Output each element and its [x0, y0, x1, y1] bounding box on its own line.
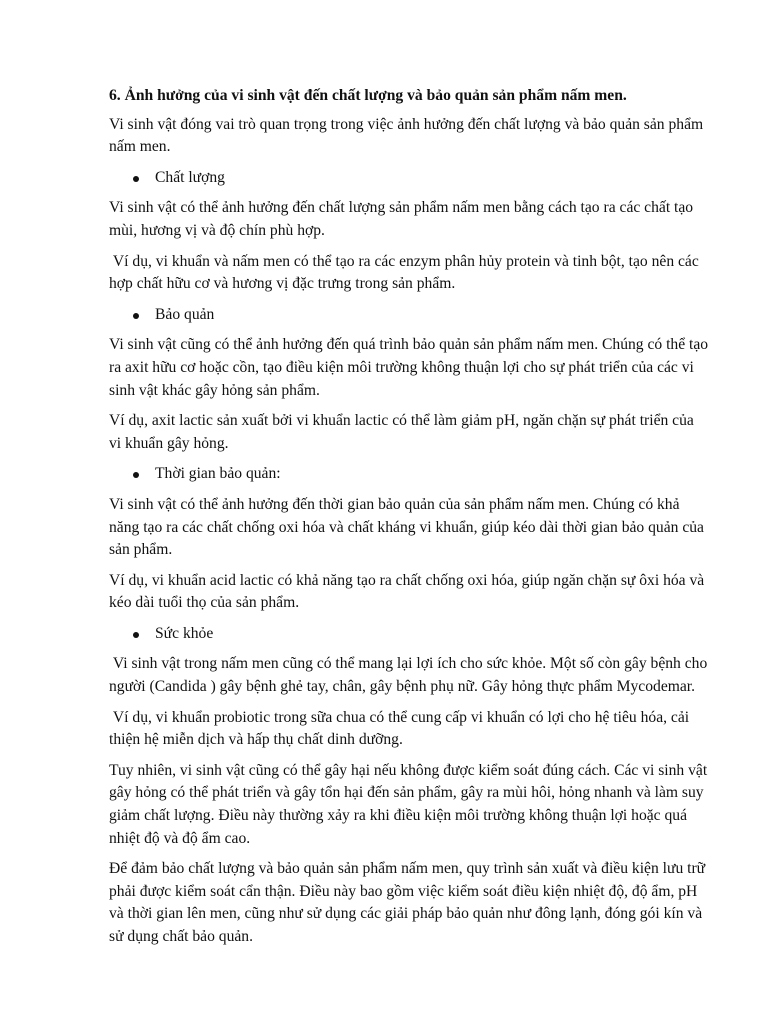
bullet-bao-quan: [109, 304, 709, 327]
paragraph: Tuy nhiên, vi sinh vật cũng có thể gây hại nếu không được kiểm soát đúng cách. Các vi sinh vật gây hỏng có thể phát triển và gây tổn hại đến sản phẩm, gây ra mùi hôi, hỏng nhanh và làm suy giảm chất lượng. Điều này thường xảy ra khi điều kiện môi trường không thuận lợi hoặc quá nhiệt độ và độ ẩm cao.: [109, 761, 708, 847]
bullet-thoi-gian-bao-quan: [109, 463, 709, 486]
bullet-label: Sức khỏe: [155, 624, 214, 642]
paragraph: Vi sinh vật có thể ảnh hưởng đến chất lượng sản phẩm nấm men bằng cách tạo ra các chất tạo mùi, hương vị và độ chín phù hợp.: [109, 199, 694, 239]
paragraph: Vi sinh vật cũng có thể ảnh hưởng đến quá trình bảo quản sản phẩm nấm men. Chúng có thể tạo ra axit hữu cơ hoặc cồn, tạo điều kiện môi trường không thuận lợi cho sự phát triển của các vi sinh vật khác gây hỏng sản phẩm.: [109, 336, 709, 399]
paragraph: Ví dụ, vi khuẩn acid lactic có khả năng tạo ra chất chống oxi hóa, giúp ngăn chặn sự ôxi hóa và kéo dài tuổi thọ của sản phẩm.: [109, 571, 705, 612]
paragraph: Vi sinh vật có thể ảnh hưởng đến thời gian bảo quản của sản phẩm nấm men. Chúng có khả năng tạo ra các chất chống oxi hóa và chất kháng vi khuẩn, giúp kéo dài thời gian bảo quản của sản phẩm.: [109, 495, 704, 559]
bullet-chat-luong: [109, 167, 709, 190]
bullet-label: Thời gian bảo quản:: [155, 465, 281, 483]
document-page: [109, 85, 712, 957]
bullet-dot-icon: [133, 176, 139, 182]
bullet-dot-icon: [133, 632, 139, 638]
paragraph: Ví dụ, axit lactic sản xuất bởi vi khuẩn lactic có thể làm giảm pH, ngăn chặn sự phát triển của vi khuẩn gây hỏng.: [109, 412, 694, 452]
bullet-label: Bảo quản: [155, 305, 215, 323]
section-heading: 6. Ảnh hưởng của vi sinh vật đến chất lượng và bảo quản sản phẩm nấm men.: [109, 87, 627, 104]
paragraph: Ví dụ, vi khuẩn và nấm men có thể tạo ra các enzym phân hủy protein và tinh bột, tạo nên các hợp chất hữu cơ và hương vị đặc trưng trong sản phẩm.: [109, 252, 703, 293]
paragraph: Vi sinh vật trong nấm men cũng có thể mang lại lợi ích cho sức khỏe. Một số còn gây bệnh cho người (Candida ) gây bệnh ghẻ tay, chân, gây bệnh phụ nữ. Gây hỏng thực phẩm Mycodemar.: [109, 655, 712, 696]
intro-paragraph: Vi sinh vật đóng vai trò quan trọng trong việc ảnh hưởng đến chất lượng và bảo quản sản phẩm nấm men.: [109, 115, 704, 156]
paragraph: Ví dụ, vi khuẩn probiotic trong sữa chua có thể cung cấp vi khuẩn có lợi cho hệ tiêu hóa, cải thiện hệ miễn dịch và hấp thụ chất dinh dưỡng.: [109, 708, 693, 749]
bullet-dot-icon: [133, 472, 139, 478]
paragraph: Để đảm bảo chất lượng và bảo quản sản phẩm nấm men, quy trình sản xuất và điều kiện lưu trữ phải được kiểm soát cẩn thận. Điều này bao gồm việc kiểm soát điều kiện nhiệt độ, độ ẩm, pH và thời gian lên men, cũng như sử dụng các giải pháp bảo quản như đông lạnh, đóng gói kín và sử dụng chất bảo quản.: [109, 860, 706, 945]
bullet-suc-khoe: [109, 623, 709, 646]
bullet-dot-icon: [133, 313, 139, 319]
bullet-label: Chất lượng: [155, 168, 225, 186]
